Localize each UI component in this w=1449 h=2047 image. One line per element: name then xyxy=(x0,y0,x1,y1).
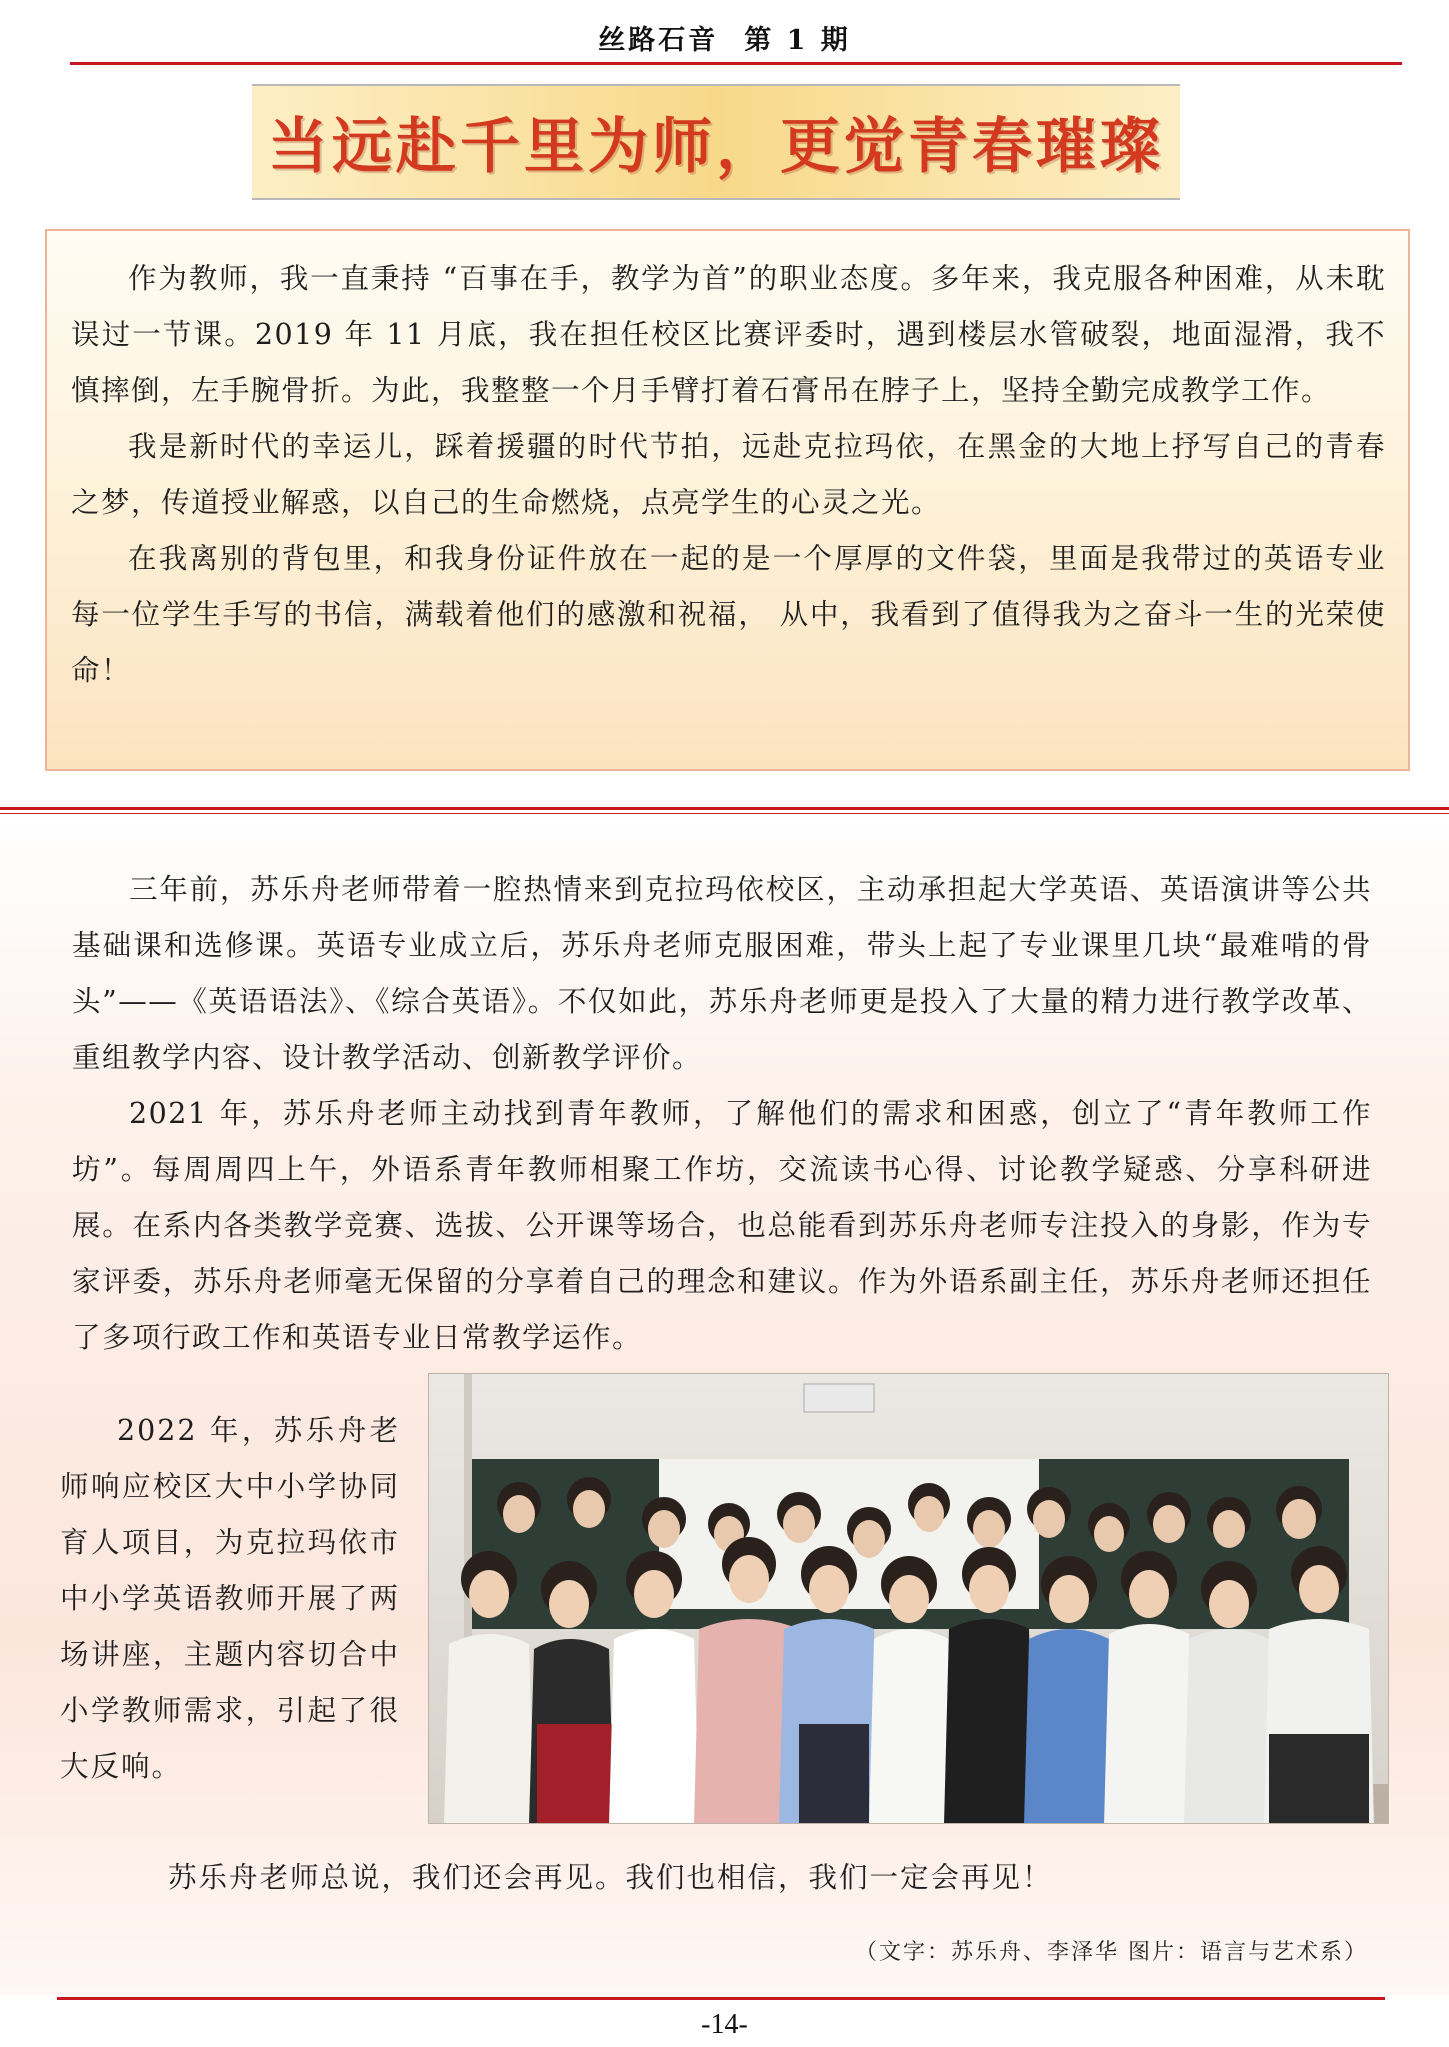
credit-line: （文字：苏乐舟、李泽华 图片：语言与艺术系） xyxy=(855,1940,1368,1965)
footer-rule xyxy=(57,1997,1385,2000)
closing-line: 苏乐舟老师总说，我们还会再见。我们也相信，我们一定会再见！ xyxy=(168,1861,1053,1894)
side-paragraph: 2022 年，苏乐舟老师响应校区大中小学协同育人项目，为克拉玛依市中小学英语教师开展了两场讲座，主题内容切合中小学教师需求，引起了很大反响。 xyxy=(60,1414,400,1783)
page-number: -14- xyxy=(701,2009,748,2040)
side-column xyxy=(60,1403,400,1795)
quote-box xyxy=(45,229,1410,771)
group-photo xyxy=(428,1373,1389,1824)
quote-paragraph: 我是新时代的幸运儿，踩着援疆的时代节拍，远赴克拉玛依，在黑金的大地上抒写自己的青春之梦，传道授业解惑，以自己的生命燃烧，点亮学生的心灵之光。 xyxy=(71,430,1386,519)
group-photo-illustration xyxy=(429,1374,1389,1824)
page-header xyxy=(0,18,1449,57)
article-body xyxy=(72,862,1372,1366)
quote-paragraph: 作为教师，我一直秉持 “百事在手，教学为首”的职业态度。多年来，我克服各种困难，从未耽误过一节课。2019 年 11 月底，我在担任校区比赛评委时，遇到楼层水管破裂，地面湿滑，我不慎摔倒，左手腕骨折。为此，我整整一个月手臂打着石膏吊在脖子上，坚持全勤完成教学工作。 xyxy=(71,262,1386,407)
section-divider xyxy=(0,807,1449,810)
issue-number: 第 1 期 xyxy=(744,25,851,56)
header-rule xyxy=(70,62,1402,65)
body-paragraph: 2021 年，苏乐舟老师主动找到青年教师，了解他们的需求和困惑，创立了“青年教师工作坊”。每周周四上午，外语系青年教师相聚工作坊，交流读书心得、讨论教学疑惑、分享科研进展。在系内各类教学竞赛、选拔、公开课等场合，也总能看到苏乐舟老师专注投入的身影，作为专家评委，苏乐舟老师毫无保留的分享着自己的理念和建议。作为外语系副主任，苏乐舟老师还担任了多项行政工作和英语专业日常教学运作。 xyxy=(72,1097,1372,1354)
section-divider-thin xyxy=(0,813,1449,814)
article-title: 当远赴千里为师，更觉青春璀璨 xyxy=(268,112,1164,182)
body-paragraph: 三年前，苏乐舟老师带着一腔热情来到克拉玛依校区，主动承担起大学英语、英语演讲等公共基础课和选修课。英语专业成立后，苏乐舟老师克服困难，带头上起了专业课里几块“最难啃的骨头”——《英语语法》、《综合英语》。不仅如此，苏乐舟老师更是投入了大量的精力进行教学改革、重组教学内容、设计教学活动、创新教学评价。 xyxy=(72,873,1372,1074)
quote-paragraph: 在我离别的背包里，和我身份证件放在一起的是一个厚厚的文件袋，里面是我带过的英语专业每一位学生手写的书信，满载着他们的感激和祝福， 从中，我看到了值得我为之奋斗一生的光荣使命！ xyxy=(71,542,1386,687)
title-banner xyxy=(252,84,1180,200)
publication-name: 丝路石音 xyxy=(598,25,719,56)
